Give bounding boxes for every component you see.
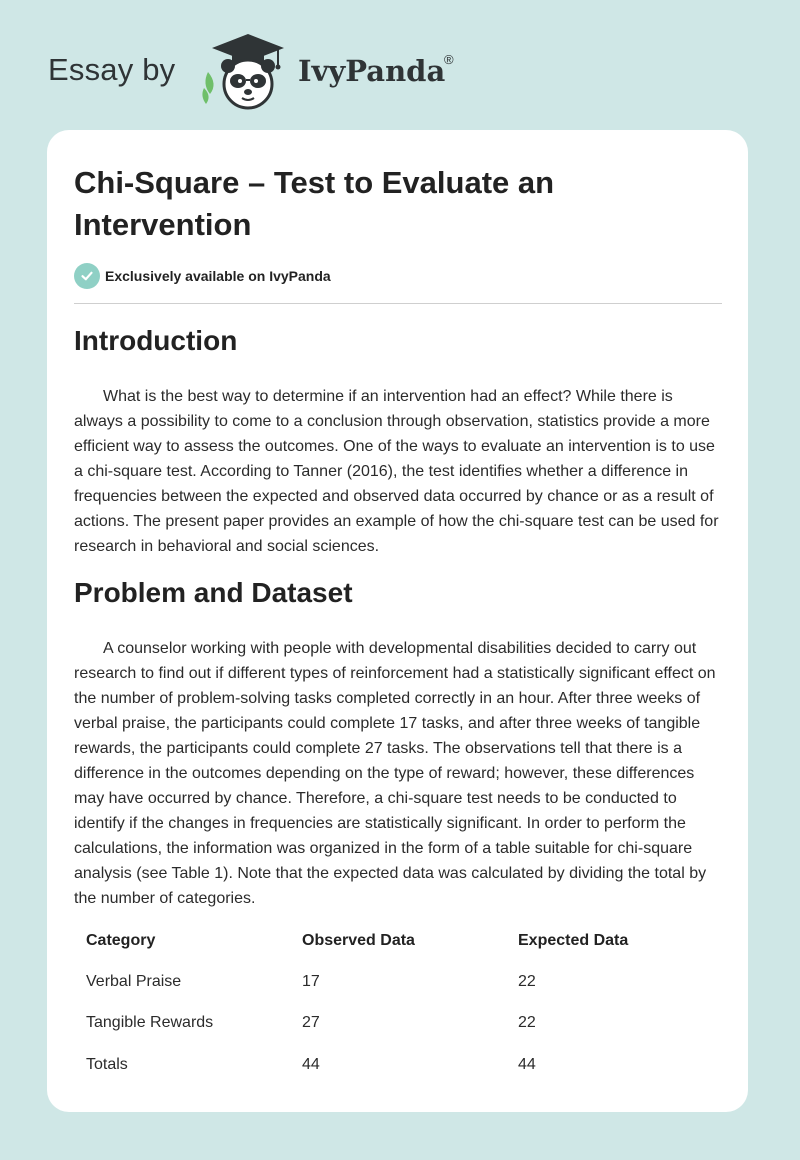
- essay-by-label: Essay by: [48, 52, 176, 87]
- table-cell: Totals: [86, 1055, 128, 1073]
- table-cell: 22: [518, 972, 536, 990]
- table-header-cell: Expected Data: [518, 931, 629, 949]
- table-header-cell: Category: [86, 931, 156, 949]
- section-heading-introduction: Introduction: [74, 325, 238, 356]
- table-cell: 22: [518, 1014, 536, 1032]
- exclusive-label: Exclusively available on IvyPanda: [105, 268, 331, 284]
- exclusive-badge: [74, 263, 331, 289]
- table-row: [74, 1044, 724, 1086]
- table-row: [74, 1003, 724, 1045]
- table-header-row: [74, 920, 724, 961]
- registered-mark: ®: [444, 52, 454, 67]
- table-cell: 44: [518, 1055, 536, 1073]
- table-cell: 44: [302, 1055, 320, 1073]
- site-header: [48, 30, 468, 110]
- chi-square-table: [74, 920, 724, 1086]
- brand-name[interactable]: IvyPanda: [298, 54, 446, 88]
- table-row: [74, 961, 724, 1003]
- divider: [74, 303, 722, 304]
- panda-logo-icon[interactable]: [198, 32, 294, 110]
- essay-title: Chi-Square – Test to Evaluate an Intervention: [74, 165, 555, 242]
- problem-dataset-paragraph: A counselor working with people with developmental disabilities decided to carry out research to find out if different types of reinforcement had a statistically significant effect on the number of problem-solving tasks completed correctly in an hour. After three weeks of verbal praise, the participants could complete 17 tasks, and after three weeks of tangible rewards, the participants could complete 27 tasks. The observations tell that there is a difference in the outcomes depending on the type of reward; however, these differences may have occurred by chance. Therefore, a chi-square test needs to be conducted to identify if the changes in frequencies are statistically significant. In order to perform the calculations, the information was organized in the form of a table suitable for chi-square analysis (see Table 1). Note that the expected data was calculated by dividing the total by the number of categories.: [74, 640, 716, 907]
- table-cell: Tangible Rewards: [86, 1014, 214, 1032]
- section-heading-problem-dataset: Problem and Dataset: [74, 577, 353, 608]
- essay-card: [47, 130, 748, 1112]
- table-header-cell: Observed Data: [302, 931, 415, 949]
- table-cell: 17: [302, 972, 320, 990]
- table-cell: Verbal Praise: [86, 972, 182, 990]
- check-icon: [74, 263, 100, 289]
- table-cell: 27: [302, 1014, 320, 1032]
- introduction-paragraph: What is the best way to determine if an intervention had an effect? While there is always a possibility to come to a conclusion through observation, statistics provide a more efficient way to assess the outcomes. One of the ways to evaluate an intervention is to use a chi-square test. According to Tanner (2016), the test identifies whether a difference in frequencies between the expected and observed data occurred by chance or as a result of actions. The present paper provides an example of how the chi-square test can be used for research in behavioral and social sciences.: [74, 388, 719, 555]
